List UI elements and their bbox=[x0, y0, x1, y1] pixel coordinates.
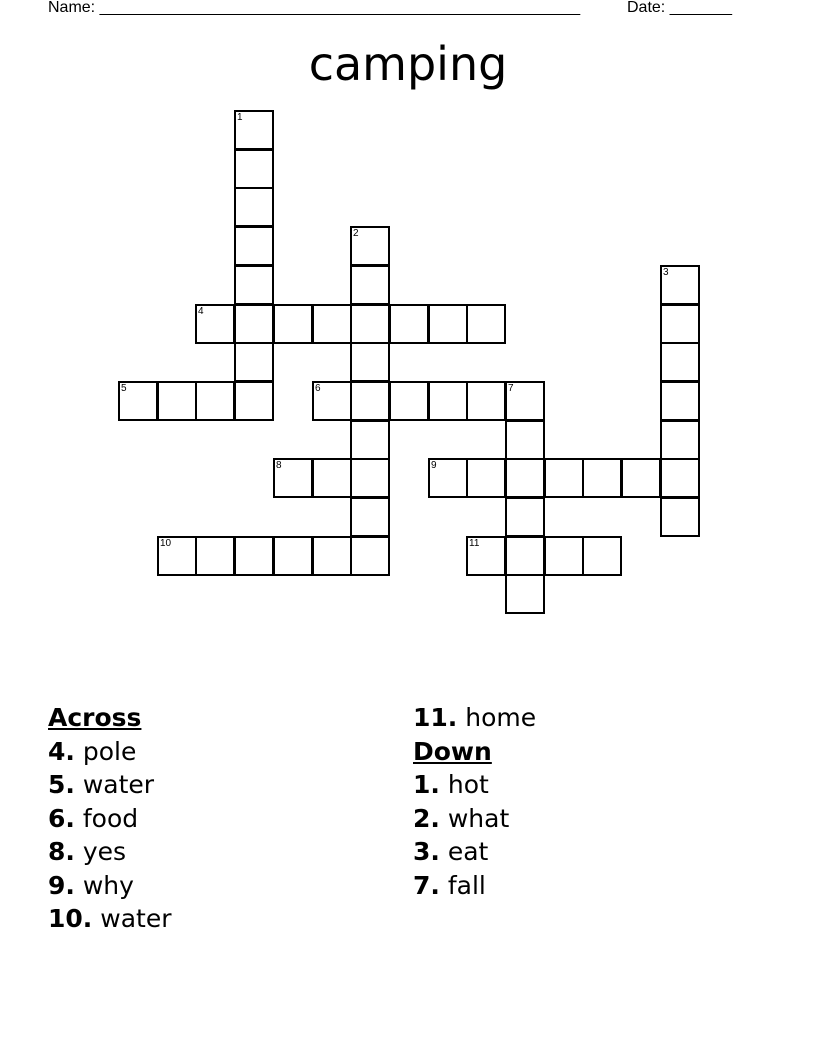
clue-across-4 bbox=[48, 735, 171, 769]
crossword-cell[interactable] bbox=[466, 536, 506, 576]
page-title: camping bbox=[308, 37, 508, 91]
crossword-cell[interactable] bbox=[312, 458, 352, 498]
crossword-cell[interactable] bbox=[234, 342, 274, 382]
clue-number: 10. bbox=[48, 904, 93, 933]
crossword-cell[interactable] bbox=[350, 342, 390, 382]
crossword-cell[interactable] bbox=[544, 458, 584, 498]
crossword-cell[interactable] bbox=[505, 458, 545, 498]
crossword-cell[interactable] bbox=[660, 265, 700, 305]
clue-text: water bbox=[82, 770, 155, 799]
crossword-cell[interactable] bbox=[350, 497, 390, 537]
crossword-cell[interactable] bbox=[273, 304, 313, 344]
crossword-cell[interactable] bbox=[273, 458, 313, 498]
clue-text: why bbox=[82, 870, 134, 900]
crossword-cell[interactable] bbox=[505, 381, 545, 421]
clue-number-label: 1 bbox=[237, 112, 243, 123]
clue-number-label: 4 bbox=[198, 306, 204, 317]
clue-text: yes bbox=[82, 837, 127, 866]
name-line[interactable]: Name: ______________________________________________________ bbox=[48, 0, 581, 16]
crossword-cell[interactable] bbox=[195, 381, 235, 421]
crossword-cell[interactable] bbox=[234, 381, 274, 421]
crossword-cell[interactable] bbox=[234, 226, 274, 266]
clue-text: what bbox=[447, 803, 510, 833]
crossword-cell[interactable] bbox=[544, 536, 584, 576]
clue-down-2 bbox=[413, 802, 536, 836]
clue-text: food bbox=[82, 803, 139, 833]
clue-number: 5. bbox=[48, 770, 75, 799]
clue-across-6 bbox=[48, 802, 171, 836]
clue-number-label: 10 bbox=[160, 538, 172, 549]
clues-right-column bbox=[413, 701, 536, 902]
clue-number-label: 11 bbox=[469, 538, 480, 549]
crossword-cell[interactable] bbox=[505, 497, 545, 537]
clues-left-column bbox=[48, 701, 171, 936]
crossword-cell[interactable] bbox=[428, 458, 468, 498]
crossword-cell[interactable] bbox=[466, 304, 506, 344]
clue-number-label: 3 bbox=[663, 267, 669, 278]
crossword-cell[interactable] bbox=[350, 304, 390, 344]
crossword-cell[interactable] bbox=[505, 420, 545, 460]
clue-number: 11. bbox=[413, 703, 458, 732]
crossword-cell[interactable] bbox=[312, 304, 352, 344]
clue-number-label: 7 bbox=[508, 383, 514, 394]
clue-number-label: 6 bbox=[315, 383, 321, 394]
clue-text: water bbox=[100, 904, 172, 933]
clue-text: pole bbox=[82, 736, 137, 766]
crossword-cell[interactable] bbox=[350, 381, 390, 421]
crossword-cell[interactable] bbox=[389, 304, 429, 344]
clue-number: 6. bbox=[48, 803, 75, 833]
crossword-cell[interactable] bbox=[234, 304, 274, 344]
crossword-cell[interactable] bbox=[195, 304, 235, 344]
clue-across-5 bbox=[48, 768, 171, 802]
clue-text: eat bbox=[447, 837, 489, 866]
clue-text: fall bbox=[447, 870, 486, 900]
clue-number: 3. bbox=[413, 837, 440, 866]
clue-text: hot bbox=[447, 770, 489, 799]
across-heading: Across bbox=[48, 703, 142, 732]
crossword-cell[interactable] bbox=[350, 536, 390, 576]
crossword-cell[interactable] bbox=[350, 265, 390, 305]
crossword-cell[interactable] bbox=[389, 381, 429, 421]
crossword-cell[interactable] bbox=[195, 536, 235, 576]
clue-across-11 bbox=[413, 701, 536, 735]
clue-across-9 bbox=[48, 869, 171, 903]
crossword-cell[interactable] bbox=[312, 381, 352, 421]
crossword-cell[interactable] bbox=[350, 458, 390, 498]
crossword-cell[interactable] bbox=[350, 420, 390, 460]
crossword-cell[interactable] bbox=[312, 536, 352, 576]
crossword-cell[interactable] bbox=[350, 226, 390, 266]
crossword-cell[interactable] bbox=[428, 381, 468, 421]
clue-number: 4. bbox=[48, 736, 75, 766]
down-heading: Down bbox=[413, 736, 492, 766]
clue-number: 2. bbox=[413, 803, 440, 833]
crossword-cell[interactable] bbox=[660, 497, 700, 537]
crossword-cell[interactable] bbox=[621, 458, 661, 498]
clue-down-7 bbox=[413, 869, 536, 903]
crossword-cell[interactable] bbox=[660, 304, 700, 344]
clue-number: 7. bbox=[413, 870, 440, 900]
crossword-cell[interactable] bbox=[234, 110, 274, 150]
clue-number: 9. bbox=[48, 870, 75, 900]
clue-number-label: 8 bbox=[276, 460, 282, 471]
crossword-cell[interactable] bbox=[660, 458, 700, 498]
crossword-cell[interactable] bbox=[505, 536, 545, 576]
crossword-cell[interactable] bbox=[157, 536, 197, 576]
clue-number-label: 2 bbox=[353, 228, 359, 239]
crossword-cell[interactable] bbox=[234, 149, 274, 189]
crossword-cell[interactable] bbox=[118, 381, 158, 421]
crossword-cell[interactable] bbox=[234, 265, 274, 305]
clue-text: home bbox=[465, 703, 537, 732]
crossword-cell[interactable] bbox=[234, 536, 274, 576]
clue-across-8 bbox=[48, 835, 171, 869]
clue-across-10 bbox=[48, 902, 171, 936]
crossword-cell[interactable] bbox=[157, 381, 197, 421]
clue-number-label: 5 bbox=[121, 383, 127, 394]
crossword-cell[interactable] bbox=[660, 381, 700, 421]
date-line[interactable]: Date: _______ bbox=[627, 0, 732, 16]
clue-number: 8. bbox=[48, 837, 75, 866]
crossword-cell[interactable] bbox=[505, 574, 545, 614]
crossword-cell[interactable] bbox=[660, 420, 700, 460]
clue-down-1 bbox=[413, 768, 536, 802]
clue-down-3 bbox=[413, 835, 536, 869]
crossword-cell[interactable] bbox=[273, 536, 313, 576]
clue-number: 1. bbox=[413, 770, 440, 799]
crossword-cell[interactable] bbox=[466, 381, 506, 421]
crossword-cell[interactable] bbox=[428, 304, 468, 344]
clue-number-label: 9 bbox=[431, 460, 437, 471]
crossword-cell[interactable] bbox=[234, 187, 274, 227]
crossword-cell[interactable] bbox=[582, 458, 622, 498]
crossword-cell[interactable] bbox=[582, 536, 622, 576]
crossword-cell[interactable] bbox=[466, 458, 506, 498]
crossword-cell[interactable] bbox=[660, 342, 700, 382]
